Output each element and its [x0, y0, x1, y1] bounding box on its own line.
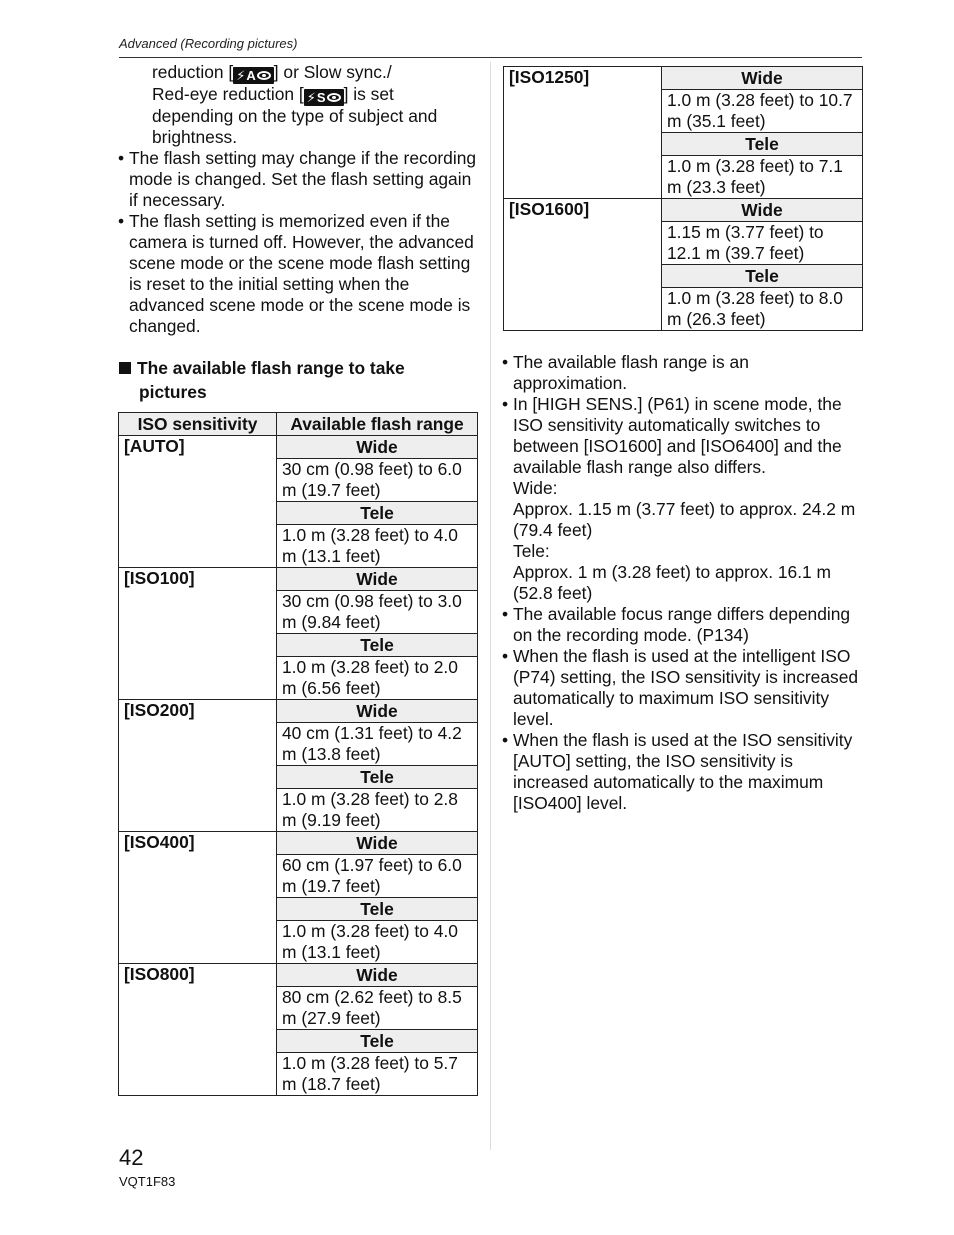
- wide-label: Wide: [277, 436, 478, 459]
- table-row: [119, 964, 478, 987]
- wide-label: Wide: [277, 964, 478, 987]
- note-item: • The available focus range differs depending on the recording mode. (P134): [503, 604, 863, 646]
- tele-range-cell: 1.0 m (3.28 feet) to 2.0 m (6.56 feet): [277, 657, 478, 700]
- tele-label: Tele: [277, 766, 478, 789]
- iso-cell: [AUTO]: [119, 436, 277, 568]
- column-divider: [490, 62, 491, 1150]
- tele-label: Tele: [277, 1030, 478, 1053]
- tele-label: Tele: [277, 634, 478, 657]
- table-row: [504, 67, 863, 90]
- flash-range-table-continued: [503, 66, 863, 331]
- flash-auto-redeye-icon: ⚡ A: [233, 67, 274, 84]
- column-header-range: Available flash range: [277, 413, 478, 436]
- flash-slow-sync-redeye-icon: ⚡ S: [304, 89, 344, 106]
- model-code: VQT1F83: [119, 1174, 176, 1189]
- tele-range-cell: 1.0 m (3.28 feet) to 2.8 m (9.19 feet): [277, 789, 478, 832]
- intro-paragraph: reduction [ ⚡ A ] or Slow sync./ Red-eye reduction [ ⚡ S ] is set depending on the type of subject and brightness.: [152, 62, 438, 147]
- right-notes: [503, 352, 863, 814]
- iso-cell: [ISO400]: [119, 832, 277, 964]
- wide-label: Wide: [662, 67, 863, 90]
- table-row: [119, 832, 478, 855]
- bullet-item: • The flash setting may change if the recording mode is changed. Set the flash setting again if necessary.: [119, 148, 479, 211]
- tele-label: Tele: [662, 133, 863, 156]
- tele-label: Tele: [277, 898, 478, 921]
- iso-cell: [ISO100]: [119, 568, 277, 700]
- wide-range-cell: 1.15 m (3.77 feet) to 12.1 m (39.7 feet): [662, 222, 863, 265]
- note-item: • When the flash is used at the ISO sensitivity [AUTO] setting, the ISO sensitivity is increased automatically to the maximum [ISO400] level.: [503, 730, 863, 814]
- page-number: 42: [119, 1145, 144, 1170]
- wide-range-cell: 80 cm (2.62 feet) to 8.5 m (27.9 feet): [277, 987, 478, 1030]
- iso-cell: [ISO200]: [119, 700, 277, 832]
- wide-label: Wide: [277, 832, 478, 855]
- wide-label: Wide: [662, 199, 863, 222]
- table-row: [119, 700, 478, 723]
- flash-range-table: [118, 412, 478, 1096]
- iso-cell: [ISO1250]: [504, 67, 662, 199]
- tele-range-cell: 1.0 m (3.28 feet) to 4.0 m (13.1 feet): [277, 525, 478, 568]
- table-row: [119, 436, 478, 459]
- left-column: [119, 62, 479, 337]
- wide-range-cell: 40 cm (1.31 feet) to 4.2 m (13.8 feet): [277, 723, 478, 766]
- tele-range-cell: 1.0 m (3.28 feet) to 5.7 m (18.7 feet): [277, 1053, 478, 1096]
- section-heading: The available flash range to take pictures: [119, 356, 479, 404]
- tele-range-cell: 1.0 m (3.28 feet) to 4.0 m (13.1 feet): [277, 921, 478, 964]
- bullet-item: • The flash setting is memorized even if the camera is turned off. However, the advanced scene mode or the scene mode flash setting is reset to the initial setting when the advanced scene mode or the scene mode is changed.: [119, 211, 479, 337]
- tele-label: Tele: [277, 502, 478, 525]
- note-item: • The available flash range is an approximation.: [503, 352, 863, 394]
- tele-range-cell: 1.0 m (3.28 feet) to 8.0 m (26.3 feet): [662, 288, 863, 331]
- note-item: • When the flash is used at the intelligent ISO (P74) setting, the ISO sensitivity is increased automatically to maximum ISO sensitivity level.: [503, 646, 863, 730]
- tele-label: Tele: [662, 265, 863, 288]
- wide-label: Wide: [277, 568, 478, 591]
- wide-range-cell: 30 cm (0.98 feet) to 6.0 m (19.7 feet): [277, 459, 478, 502]
- wide-range-cell: 30 cm (0.98 feet) to 3.0 m (9.84 feet): [277, 591, 478, 634]
- tele-range-cell: 1.0 m (3.28 feet) to 7.1 m (23.3 feet): [662, 156, 863, 199]
- note-item: • In [HIGH SENS.] (P61) in scene mode, the ISO sensitivity automatically switches to between [ISO1600] and [ISO6400] and the available flash range also differs. Wide: Approx. 1.15 m (3.77 feet) to approx. 24.2 m (79.4 feet) Tele: Approx. 1 m (3.28 feet) to approx. 16.1 m (52.8 feet): [503, 394, 863, 604]
- wide-range-cell: 60 cm (1.97 feet) to 6.0 m (19.7 feet): [277, 855, 478, 898]
- iso-cell: [ISO1600]: [504, 199, 662, 331]
- wide-label: Wide: [277, 700, 478, 723]
- column-header-iso: ISO sensitivity: [119, 413, 277, 436]
- iso-cell: [ISO800]: [119, 964, 277, 1096]
- page-header: Advanced (Recording pictures): [119, 36, 298, 51]
- square-bullet-icon: [119, 362, 131, 374]
- table-row: [119, 568, 478, 591]
- wide-range-cell: 1.0 m (3.28 feet) to 10.7 m (35.1 feet): [662, 90, 863, 133]
- header-rule: [119, 57, 862, 58]
- table-row: [504, 199, 863, 222]
